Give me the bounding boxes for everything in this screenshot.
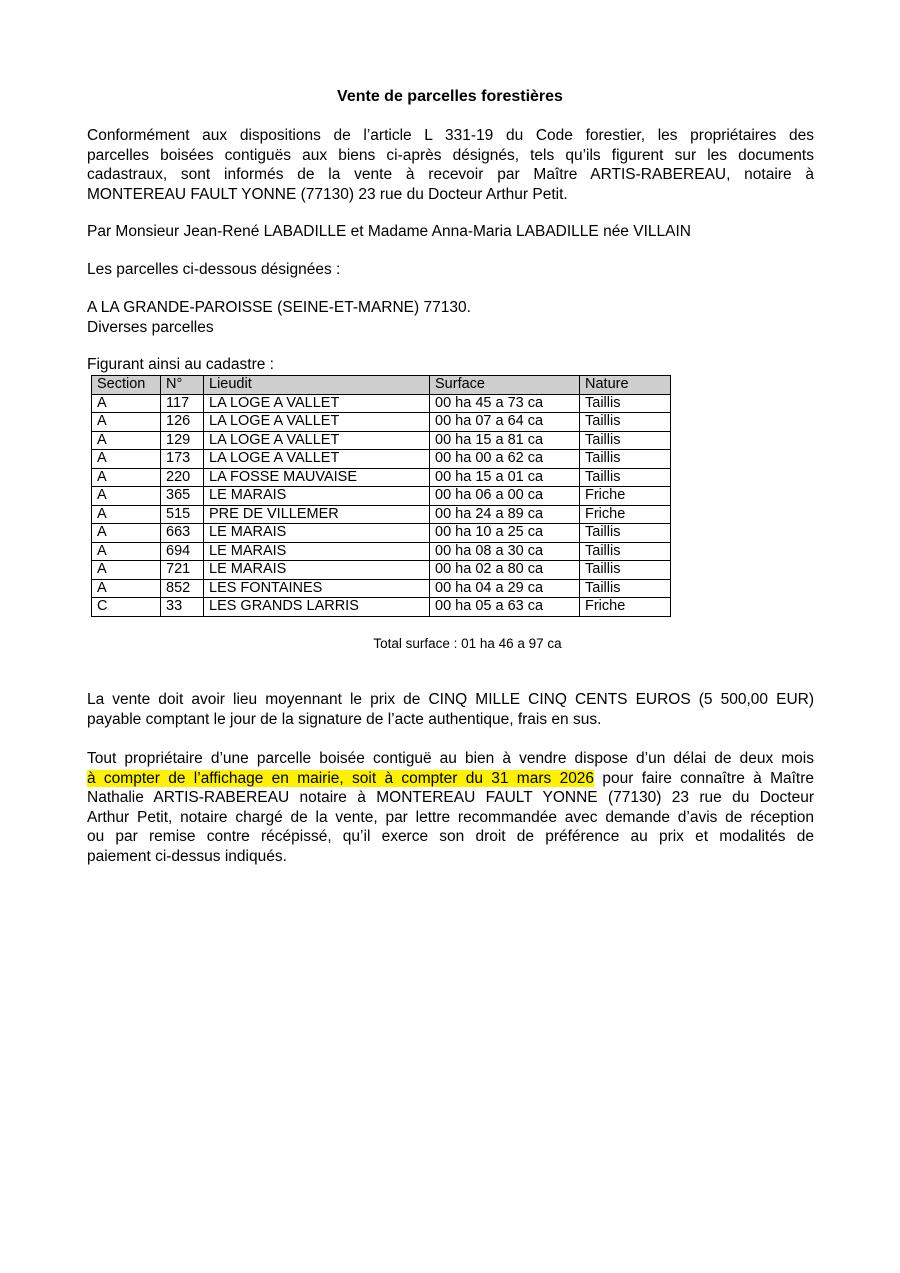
cell-lieudit: LA LOGE A VALLET bbox=[204, 413, 430, 432]
cell-number: 694 bbox=[161, 542, 204, 561]
total-surface: Total surface : 01 ha 46 a 97 ca bbox=[373, 636, 562, 651]
cell-nature: Friche bbox=[580, 487, 671, 506]
rights-line: paiement ci-dessus indiqués. bbox=[87, 847, 287, 865]
cell-lieudit: LES GRANDS LARRIS bbox=[204, 598, 430, 617]
cell-nature: Taillis bbox=[580, 413, 671, 432]
cell-lieudit: LE MARAIS bbox=[204, 487, 430, 506]
cell-section: A bbox=[92, 450, 161, 469]
cell-number: 515 bbox=[161, 505, 204, 524]
cell-nature: Taillis bbox=[580, 579, 671, 598]
cell-lieudit: LA LOGE A VALLET bbox=[204, 394, 430, 413]
table-row bbox=[92, 468, 671, 487]
header-nature: Nature bbox=[580, 376, 671, 395]
table-row bbox=[92, 394, 671, 413]
rights-line: ou par remise contre récépissé, qu’il exerce son droit de préférence au prix et modalités de bbox=[87, 828, 814, 845]
cell-nature: Taillis bbox=[580, 431, 671, 450]
highlighted-date-text: à compter de l’affichage en mairie, soit à compter du 31 mars 2026 bbox=[87, 769, 595, 787]
cell-section: A bbox=[92, 579, 161, 598]
cell-surface: 00 ha 06 a 00 ca bbox=[430, 487, 580, 506]
header-number: N° bbox=[161, 376, 204, 395]
sellers-text: Par Monsieur Jean-René LABADILLE et Madame Anna-Maria LABADILLE née VILLAIN bbox=[87, 223, 691, 240]
cadastre-table-body bbox=[92, 394, 671, 616]
location-detail-text: Diverses parcelles bbox=[87, 318, 214, 336]
cell-number: 126 bbox=[161, 413, 204, 432]
cell-section: A bbox=[92, 505, 161, 524]
cell-section: A bbox=[92, 413, 161, 432]
rights-line: Nathalie ARTIS-RABEREAU notaire à MONTEREAU FAULT YONNE (77130) 23 rue du Docteur bbox=[87, 789, 814, 806]
table-row bbox=[92, 487, 671, 506]
header-lieudit: Lieudit bbox=[204, 376, 430, 395]
cadastre-intro-text: Figurant ainsi au cadastre : bbox=[87, 356, 274, 373]
cell-surface: 00 ha 10 a 25 ca bbox=[430, 524, 580, 543]
intro-line: parcelles boisées contiguës aux biens ci-après désignés, tels qu’ils figurent sur les documents bbox=[87, 146, 814, 164]
cell-section: A bbox=[92, 394, 161, 413]
cell-section: A bbox=[92, 561, 161, 580]
cell-number: 33 bbox=[161, 598, 204, 617]
table-row bbox=[92, 505, 671, 524]
table-header-row bbox=[92, 376, 671, 395]
parcels-intro-text: Les parcelles ci-dessous désignées : bbox=[87, 261, 341, 278]
cell-number: 220 bbox=[161, 468, 204, 487]
cell-surface: 00 ha 05 a 63 ca bbox=[430, 598, 580, 617]
cell-surface: 00 ha 04 a 29 ca bbox=[430, 579, 580, 598]
cell-section: C bbox=[92, 598, 161, 617]
cell-surface: 00 ha 24 a 89 ca bbox=[430, 505, 580, 524]
table-row bbox=[92, 450, 671, 469]
cell-number: 852 bbox=[161, 579, 204, 598]
cell-number: 365 bbox=[161, 487, 204, 506]
table-row bbox=[92, 561, 671, 580]
cell-surface: 00 ha 15 a 81 ca bbox=[430, 431, 580, 450]
cell-section: A bbox=[92, 524, 161, 543]
rights-line: Arthur Petit, notaire chargé de la vente, par lettre recommandée avec demande d’avis de réception bbox=[87, 808, 814, 826]
cell-nature: Taillis bbox=[580, 468, 671, 487]
cell-number: 663 bbox=[161, 524, 204, 543]
price-paragraph bbox=[87, 690, 814, 729]
cadastre-intro-paragraph bbox=[87, 355, 814, 375]
price-line: payable comptant le jour de la signature de l’acte authentique, frais en sus. bbox=[87, 710, 602, 728]
cell-nature: Taillis bbox=[580, 450, 671, 469]
intro-line: Conformément aux dispositions de l’article L 331-19 du Code forestier, les propriétaires des bbox=[87, 127, 814, 144]
cell-lieudit: LE MARAIS bbox=[204, 561, 430, 580]
cell-nature: Taillis bbox=[580, 524, 671, 543]
cell-number: 117 bbox=[161, 394, 204, 413]
cell-nature: Friche bbox=[580, 505, 671, 524]
cell-lieudit: LA LOGE A VALLET bbox=[204, 431, 430, 450]
cell-section: A bbox=[92, 431, 161, 450]
intro-line: cadastraux, sont informés de la vente à recevoir par Maître ARTIS-RABEREAU, notaire à bbox=[87, 166, 814, 183]
cell-surface: 00 ha 00 a 62 ca bbox=[430, 450, 580, 469]
cell-lieudit: LE MARAIS bbox=[204, 524, 430, 543]
cell-surface: 00 ha 07 a 64 ca bbox=[430, 413, 580, 432]
parcels-intro-paragraph bbox=[87, 260, 814, 280]
cell-section: A bbox=[92, 468, 161, 487]
header-section: Section bbox=[92, 376, 161, 395]
rights-line-rest: pour faire connaître à Maître bbox=[594, 769, 814, 787]
cell-nature: Friche bbox=[580, 598, 671, 617]
table-row bbox=[92, 598, 671, 617]
table-row bbox=[92, 431, 671, 450]
table-row bbox=[92, 524, 671, 543]
intro-paragraph bbox=[87, 126, 814, 204]
cell-lieudit: LA FOSSE MAUVAISE bbox=[204, 468, 430, 487]
cadastre-table bbox=[91, 375, 671, 617]
cell-surface: 00 ha 08 a 30 ca bbox=[430, 542, 580, 561]
cell-surface: 00 ha 15 a 01 ca bbox=[430, 468, 580, 487]
cell-lieudit: LE MARAIS bbox=[204, 542, 430, 561]
sellers-paragraph bbox=[87, 222, 814, 242]
cell-lieudit: PRE DE VILLEMER bbox=[204, 505, 430, 524]
cell-surface: 00 ha 45 a 73 ca bbox=[430, 394, 580, 413]
rights-line bbox=[87, 769, 814, 789]
cell-number: 129 bbox=[161, 431, 204, 450]
cell-nature: Taillis bbox=[580, 542, 671, 561]
table-row bbox=[92, 542, 671, 561]
location-text: A LA GRANDE-PAROISSE (SEINE-ET-MARNE) 77130. bbox=[87, 299, 471, 316]
table-row bbox=[92, 413, 671, 432]
cell-section: A bbox=[92, 487, 161, 506]
cell-lieudit: LA LOGE A VALLET bbox=[204, 450, 430, 469]
cell-number: 173 bbox=[161, 450, 204, 469]
cell-lieudit: LES FONTAINES bbox=[204, 579, 430, 598]
intro-line: MONTEREAU FAULT YONNE (77130) 23 rue du Docteur Arthur Petit. bbox=[87, 185, 568, 203]
cell-section: A bbox=[92, 542, 161, 561]
location-paragraph bbox=[87, 298, 814, 337]
cell-nature: Taillis bbox=[580, 561, 671, 580]
rights-line: Tout propriétaire d’une parcelle boisée contiguë au bien à vendre dispose d’un délai de deux mois bbox=[87, 750, 814, 767]
cell-number: 721 bbox=[161, 561, 204, 580]
cell-surface: 00 ha 02 a 80 ca bbox=[430, 561, 580, 580]
table-row bbox=[92, 579, 671, 598]
page-title: Vente de parcelles forestières bbox=[337, 88, 563, 105]
header-surface: Surface bbox=[430, 376, 580, 395]
cell-nature: Taillis bbox=[580, 394, 671, 413]
rights-paragraph bbox=[87, 749, 814, 866]
price-line: La vente doit avoir lieu moyennant le prix de CINQ MILLE CINQ CENTS EUROS (5 500,00 EUR) bbox=[87, 691, 814, 708]
